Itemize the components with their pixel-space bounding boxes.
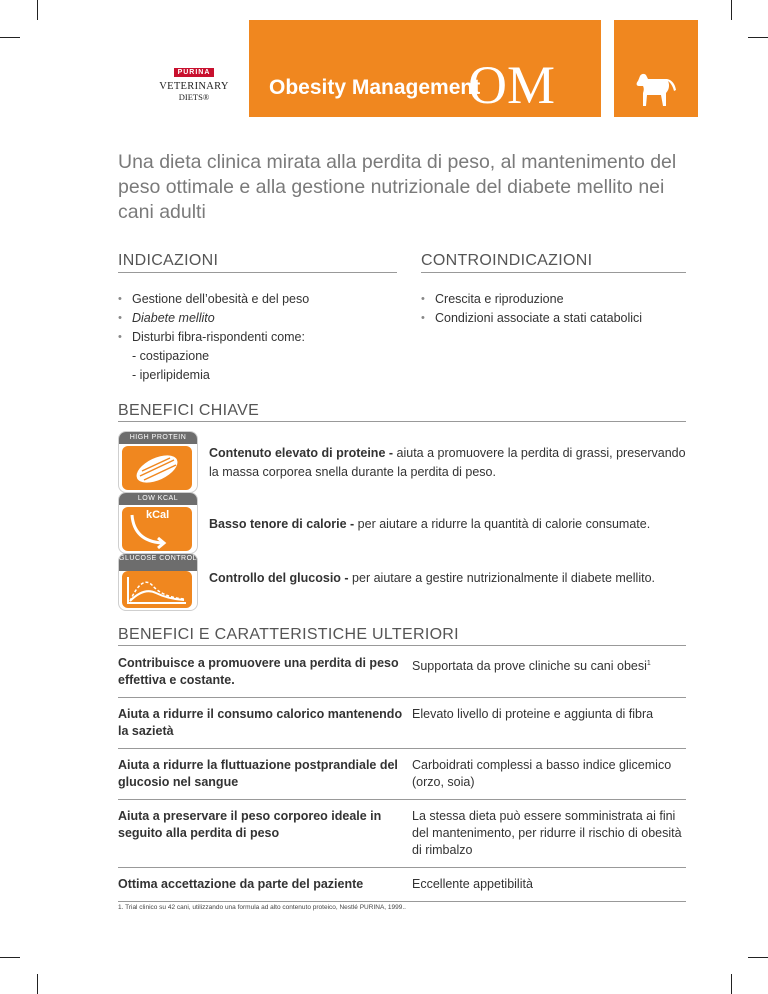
badge-label: LOW KCAL <box>119 493 197 505</box>
product-name: Obesity Management <box>269 76 481 99</box>
list-item: • Gestione dell’obesità e del peso <box>118 290 388 309</box>
logo-veterinary: VETERINARY <box>159 81 229 92</box>
table-row <box>118 800 686 868</box>
crop-mark <box>748 37 768 38</box>
kcal-label: kCal <box>146 509 170 521</box>
footnote-ref: 1 <box>646 660 651 667</box>
divider <box>118 645 686 646</box>
table-cell <box>412 647 686 698</box>
list-item: • Disturbi fibra-rispondenti come: <box>118 328 388 347</box>
low-kcal-badge <box>118 492 198 554</box>
features-table <box>118 647 686 902</box>
table-row <box>118 749 686 800</box>
logo-diets: DIETS® <box>178 92 210 102</box>
divider <box>421 272 686 273</box>
divider <box>118 421 686 422</box>
benefit-low-kcal <box>209 515 689 534</box>
table-cell: Ottima accettazione da parte del paziente <box>118 868 412 902</box>
table-row <box>118 698 686 749</box>
table-cell: Aiuta a preservare il peso corporeo ideale in seguito alla perdita di peso <box>118 800 412 868</box>
list-item: • Crescita e riproduzione <box>421 290 686 309</box>
further-benefits-heading: BENEFICI E CARATTERISTICHE ULTERIORI <box>118 626 459 643</box>
product-code: OM <box>468 55 556 115</box>
benefit-text: per aiutare a gestire nutrizionalmente il diabete mellito. <box>348 571 655 585</box>
list-item: • Condizioni associate a stati catabolici <box>421 309 686 328</box>
table-cell: Aiuta a ridurre la fluttuazione postprandiale del glucosio nel sangue <box>118 749 412 800</box>
table-row <box>118 868 686 902</box>
benefit-title: Contenuto elevato di proteine - <box>209 446 394 460</box>
badge-label: HIGH PROTEIN <box>119 432 197 444</box>
list-item: - costipazione <box>132 349 210 363</box>
crop-mark <box>731 0 732 20</box>
crop-mark <box>0 957 20 958</box>
kcal-icon <box>122 507 192 551</box>
table-row <box>118 647 686 698</box>
crop-mark <box>748 957 768 958</box>
contraindications-heading: CONTROINDICAZIONI <box>421 252 593 269</box>
benefit-text: per aiutare a ridurre la quantità di calorie consumate. <box>354 517 651 531</box>
high-protein-badge <box>118 431 198 493</box>
indications-heading: INDICAZIONI <box>118 252 219 269</box>
purina-logo <box>156 61 232 102</box>
muscle-icon <box>122 446 192 490</box>
dog-icon <box>634 73 678 107</box>
species-badge <box>614 20 698 117</box>
benefit-title: Basso tenore di calorie - <box>209 517 355 531</box>
contraindications-list <box>421 290 686 328</box>
footnote: 1. Trial clinico su 42 cani, utilizzando una formula ad alto contenuto proteico, Nestlé PURINA, 1999.. <box>118 904 406 911</box>
table-cell: Aiuta a ridurre il consumo calorico mantenendo la sazietà <box>118 698 412 749</box>
crop-mark <box>731 974 732 994</box>
table-cell: Carboidrati complessi a basso indice glicemico (orzo, soia) <box>412 749 686 800</box>
divider <box>118 272 397 273</box>
page-subtitle: Una dieta clinica mirata alla perdita di peso, al mantenimento del peso ottimale e alla gestione nutrizionale del diabete mellito nei cani adulti <box>118 151 677 223</box>
list-item: - iperlipidemia <box>132 368 210 382</box>
glucose-control-badge <box>118 553 198 611</box>
table-cell: Contribuisce a promuovere una perdita di peso effettiva e costante. <box>118 647 412 698</box>
indications-list <box>118 290 388 385</box>
badge-label: GLUCOSE CONTROL <box>119 554 197 571</box>
crop-mark <box>37 974 38 994</box>
benefit-title: Controllo del glucosio - <box>209 571 349 585</box>
list-item: • Diabete mellito <box>118 309 388 328</box>
glucose-curve-icon <box>122 571 192 608</box>
benefit-text: aiuta a promuovere la perdita di grassi, preservando la massa corporea snella durante la perdita di peso. <box>209 446 686 479</box>
product-banner <box>249 20 601 117</box>
benefit-high-protein <box>209 444 689 482</box>
crop-mark <box>37 0 38 20</box>
crop-mark <box>0 37 20 38</box>
logo-purina: PURINA <box>174 68 215 77</box>
cell-text: Supportata da prove cliniche su cani obesi <box>412 659 647 674</box>
table-cell: Eccellente appetibilità <box>412 868 686 902</box>
table-cell: Elevato livello di proteine e aggiunta di fibra <box>412 698 686 749</box>
benefit-glucose-control <box>209 569 689 588</box>
table-cell: La stessa dieta può essere somministrata ai fini del mantenimento, per ridurre il rischio di obesità di rimbalzo <box>412 800 686 868</box>
key-benefits-heading: BENEFICI CHIAVE <box>118 402 260 419</box>
